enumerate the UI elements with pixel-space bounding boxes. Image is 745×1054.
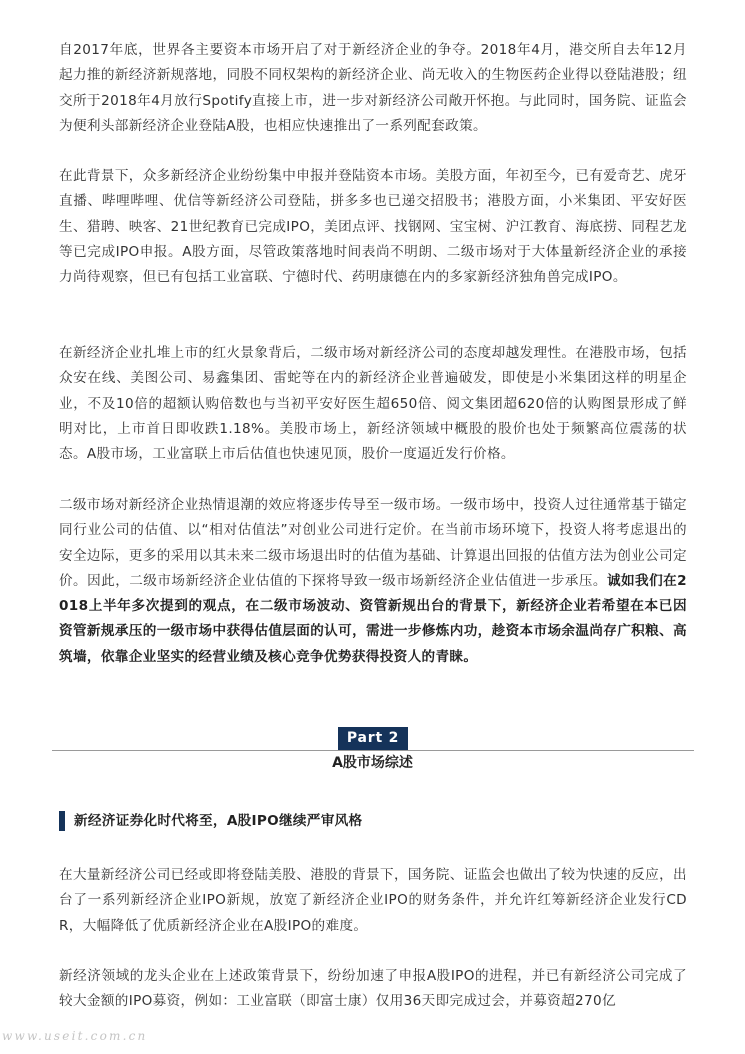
part-badge: Part 2: [338, 727, 408, 750]
paragraph-intro: [59, 38, 687, 139]
paragraph-policy: [59, 863, 687, 939]
subheading-text: 新经济证券化时代将至，A股IPO继续严审风格: [74, 813, 363, 829]
paragraph-secondary-market-text: 在新经济企业扎堆上市的红火景象背后，二级市场对新经济公司的态度却越发理性。在港股市场，包括众安在线、美图公司、易鑫集团、雷蛇等在内的新经济企业普遍破发，即使是小米集团这样的明星企业，不及10倍的超额认购倍数也与当初平安好医生超650倍、阅文集团超620倍的认购图景形成了鲜明对比，上市首日即收跌1.18%。美股市场上，新经济领域中概股的股价也处于频繁高位震荡的状态。A股市场，工业富联上市后估值也快速见顶，股价一度逼近发行价格。: [59, 345, 687, 463]
paragraph-primary-market-text: 二级市场对新经济企业热情退潮的效应将逐步传导至一级市场。一级市场中，投资人过往通常基于锚定同行业公司的估值、以“相对估值法”对创业公司进行定价。在当前市场环境下，投资人将考虑退出的安全边际，更多的采用以其未来二级市场退出时的估值为基础、计算退出回报的估值方法为创业公司定价。因此，二级市场新经济企业估值的下探将导致一级市场新经济企业估值进一步承压。: [59, 497, 687, 589]
paragraph-primary-market-emphasis: 诚如我们在2018上半年多次提到的观点，在二级市场波动、资管新规出台的背景下，新经济企业若希望在本已因资管新规承压的一级市场中获得估值层面的认可，需进一步修炼内功，趁资本市场余温尚存广积粮、高筑墙，依靠企业坚实的经营业绩及核心竞争优势获得投资人的青睐。: [59, 572, 687, 665]
section-title: A股市场综述: [332, 755, 413, 771]
paragraph-listings: [59, 164, 687, 290]
paragraph-listings-text: 在此背景下，众多新经济企业纷纷集中申报并登陆资本市场。美股方面，年初至今，已有爱奇艺、虎牙直播、哔哩哔哩、优信等新经济公司登陆，拼多多也已递交招股书；港股方面，小米集团、平安好医生、猎聘、映客、21世纪教育已完成IPO，美团点评、找钢网、宝宝树、沪江教育、海底捞、同程艺龙等已完成IPO申报。A股方面，尽管政策落地时间表尚不明朗、二级市场对于大体量新经济企业的承接力尚待观察，但已有包括工业富联、宁德时代、药明康德在内的多家新经济独角兽完成IPO。: [59, 168, 687, 286]
watermark: www.useit.com.cn: [2, 1029, 148, 1043]
paragraph-leaders-text: 新经济领域的龙头企业在上述政策背景下，纷纷加速了申报A股IPO的进程，并已有新经济公司完成了较大金额的IPO募资，例如：工业富联（即富士康）仅用36天即完成过会，并募资超270亿: [59, 968, 687, 1010]
part-divider-line: [52, 750, 694, 751]
paragraph-intro-text: 自2017年底，世界各主要资本市场开启了对于新经济企业的争夺。2018年4月，港交所自去年12月起力推的新经济新规落地，同股不同权架构的新经济企业、尚无收入的生物医药企业得以登陆港股；纽交所于2018年4月放行Spotify直接上市，进一步对新经济公司敞开怀抱。与此同时，国务院、证监会为便利头部新经济企业登陆A股，也相应快速推出了一系列配套政策。: [59, 42, 687, 134]
paragraph-policy-text: 在大量新经济公司已经或即将登陆美股、港股的背景下，国务院、证监会也做出了较为快速的反应，出台了一系列新经济企业IPO新规，放宽了新经济企业IPO的财务条件，并允许红筹新经济企业发行CDR，大幅降低了优质新经济企业在A股IPO的难度。: [59, 867, 687, 934]
paragraph-primary-market: [59, 493, 687, 670]
paragraph-leaders: [59, 964, 687, 1015]
paragraph-secondary-market: [59, 341, 687, 467]
subheading-bar-icon: [59, 811, 65, 831]
